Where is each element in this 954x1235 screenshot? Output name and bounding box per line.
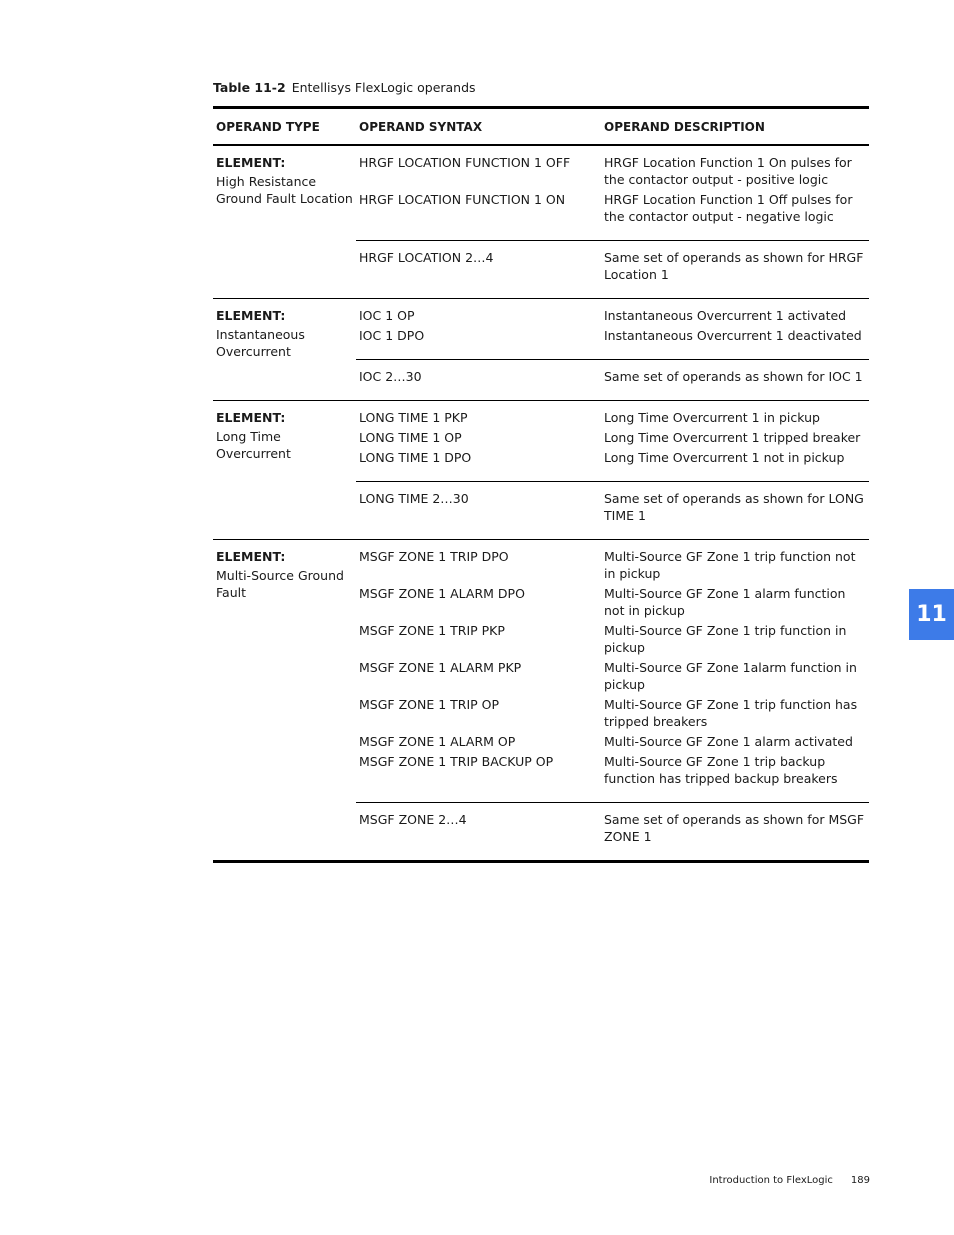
table-row	[356, 249, 869, 283]
table-row-group	[213, 299, 869, 401]
table-row	[356, 659, 869, 693]
table-caption-label: Table 11-2	[213, 80, 286, 95]
operand-type-cell	[213, 540, 356, 860]
table-header-row	[213, 109, 869, 146]
table-row	[356, 548, 869, 582]
element-name: Multi-Source Ground Fault	[216, 568, 344, 600]
header-operand-type: OPERAND TYPE	[216, 119, 320, 134]
operand-description-cell: Same set of operands as shown for IOC 1	[604, 369, 863, 384]
operand-description-cell: Same set of operands as shown for LONG TIME 1	[604, 491, 864, 523]
operand-syntax-cell: IOC 1 DPO	[359, 328, 425, 343]
table-caption	[213, 80, 476, 95]
footer-section: Introduction to FlexLogic	[709, 1175, 833, 1186]
operand-description-cell: Same set of operands as shown for HRGF Location 1	[604, 250, 864, 282]
operand-description-cell: Long Time Overcurrent 1 not in pickup	[604, 450, 845, 465]
operand-subgroup	[356, 401, 869, 482]
operand-syntax-cell: MSGF ZONE 1 ALARM PKP	[359, 660, 522, 675]
operand-description-cell: Same set of operands as shown for MSGF ZONE 1	[604, 812, 865, 844]
operand-description-cell: Long Time Overcurrent 1 tripped breaker	[604, 430, 861, 445]
operand-syntax-cell: MSGF ZONE 1 ALARM DPO	[359, 586, 525, 601]
element-label: ELEMENT:	[216, 410, 286, 425]
operand-description-cell: Instantaneous Overcurrent 1 deactivated	[604, 328, 862, 343]
table-row	[356, 585, 869, 619]
table-row-group	[213, 401, 869, 540]
operand-description-cell: Multi-Source GF Zone 1 alarm function not in pickup	[604, 586, 846, 618]
operand-description-cell: HRGF Location Function 1 Off pulses for the contactor output - negative logic	[604, 192, 853, 224]
page-footer	[709, 1175, 870, 1186]
operand-description-cell: Multi-Source GF Zone 1 trip function in pickup	[604, 623, 847, 655]
footer-page-number: 189	[850, 1175, 870, 1186]
table-row	[356, 154, 869, 188]
operand-description-cell: Multi-Source GF Zone 1 trip backup function has tripped backup breakers	[604, 754, 838, 786]
operand-description-cell: Multi-Source GF Zone 1alarm function in pickup	[604, 660, 857, 692]
element-label: ELEMENT:	[216, 308, 286, 323]
element-name: Long Time Overcurrent	[216, 429, 291, 461]
operand-subgroup	[356, 146, 869, 241]
operand-syntax-cell: MSGF ZONE 1 ALARM OP	[359, 734, 516, 749]
operand-type-cell	[213, 401, 356, 539]
operand-subgroup	[356, 360, 869, 400]
operand-subgroup	[356, 540, 869, 803]
table-row	[356, 327, 869, 344]
table-row	[356, 429, 869, 446]
table-row	[356, 191, 869, 225]
operand-type-cell	[213, 146, 356, 298]
operand-syntax-cell: LONG TIME 1 OP	[359, 430, 462, 445]
operand-syntax-cell: HRGF LOCATION FUNCTION 1 ON	[359, 192, 566, 207]
operand-syntax-cell: MSGF ZONE 1 TRIP PKP	[359, 623, 505, 638]
element-name: High Resistance Ground Fault Location	[216, 174, 353, 206]
operand-syntax-cell: MSGF ZONE 1 TRIP OP	[359, 697, 500, 712]
operand-syntax-cell: HRGF LOCATION 2…4	[359, 250, 494, 265]
table-row	[356, 307, 869, 324]
element-label: ELEMENT:	[216, 549, 286, 564]
table-row	[356, 733, 869, 750]
operand-syntax-cell: LONG TIME 1 PKP	[359, 410, 468, 425]
operand-subgroup	[356, 299, 869, 360]
table-row	[356, 368, 869, 385]
header-operand-syntax: OPERAND SYNTAX	[359, 119, 483, 134]
operand-description-cell: Multi-Source GF Zone 1 trip function not in pickup	[604, 549, 856, 581]
table-row-group	[213, 146, 869, 299]
operand-description-cell: Long Time Overcurrent 1 in pickup	[604, 410, 820, 425]
table-row	[356, 622, 869, 656]
operands-table	[213, 106, 869, 863]
chapter-tab: 11	[909, 589, 954, 640]
operand-syntax-cell: MSGF ZONE 1 TRIP DPO	[359, 549, 509, 564]
operand-syntax-cell: HRGF LOCATION FUNCTION 1 OFF	[359, 155, 571, 170]
operand-type-cell	[213, 299, 356, 400]
operand-subgroup	[356, 241, 869, 298]
table-row	[356, 696, 869, 730]
table-row	[356, 753, 869, 787]
table-caption-title: Entellisys FlexLogic operands	[291, 80, 476, 95]
operand-syntax-cell: MSGF ZONE 1 TRIP BACKUP OP	[359, 754, 554, 769]
operand-description-cell: Multi-Source GF Zone 1 trip function has tripped breakers	[604, 697, 858, 729]
operand-subgroup	[356, 803, 869, 860]
operand-description-cell: HRGF Location Function 1 On pulses for the contactor output - positive logic	[604, 155, 852, 187]
table-row-group	[213, 540, 869, 863]
operand-syntax-cell: IOC 2…30	[359, 369, 422, 384]
element-label: ELEMENT:	[216, 155, 286, 170]
operand-description-cell: Instantaneous Overcurrent 1 activated	[604, 308, 847, 323]
operand-syntax-cell: LONG TIME 1 DPO	[359, 450, 472, 465]
table-row	[356, 409, 869, 426]
element-name: Instantaneous Overcurrent	[216, 327, 305, 359]
operand-description-cell: Multi-Source GF Zone 1 alarm activated	[604, 734, 853, 749]
operand-subgroup	[356, 482, 869, 539]
operand-syntax-cell: MSGF ZONE 2…4	[359, 812, 467, 827]
table-row	[356, 449, 869, 466]
header-operand-description: OPERAND DESCRIPTION	[604, 119, 765, 134]
table-body	[213, 146, 869, 863]
operand-syntax-cell: LONG TIME 2…30	[359, 491, 469, 506]
table-row	[356, 811, 869, 845]
table-row	[356, 490, 869, 524]
operand-syntax-cell: IOC 1 OP	[359, 308, 415, 323]
